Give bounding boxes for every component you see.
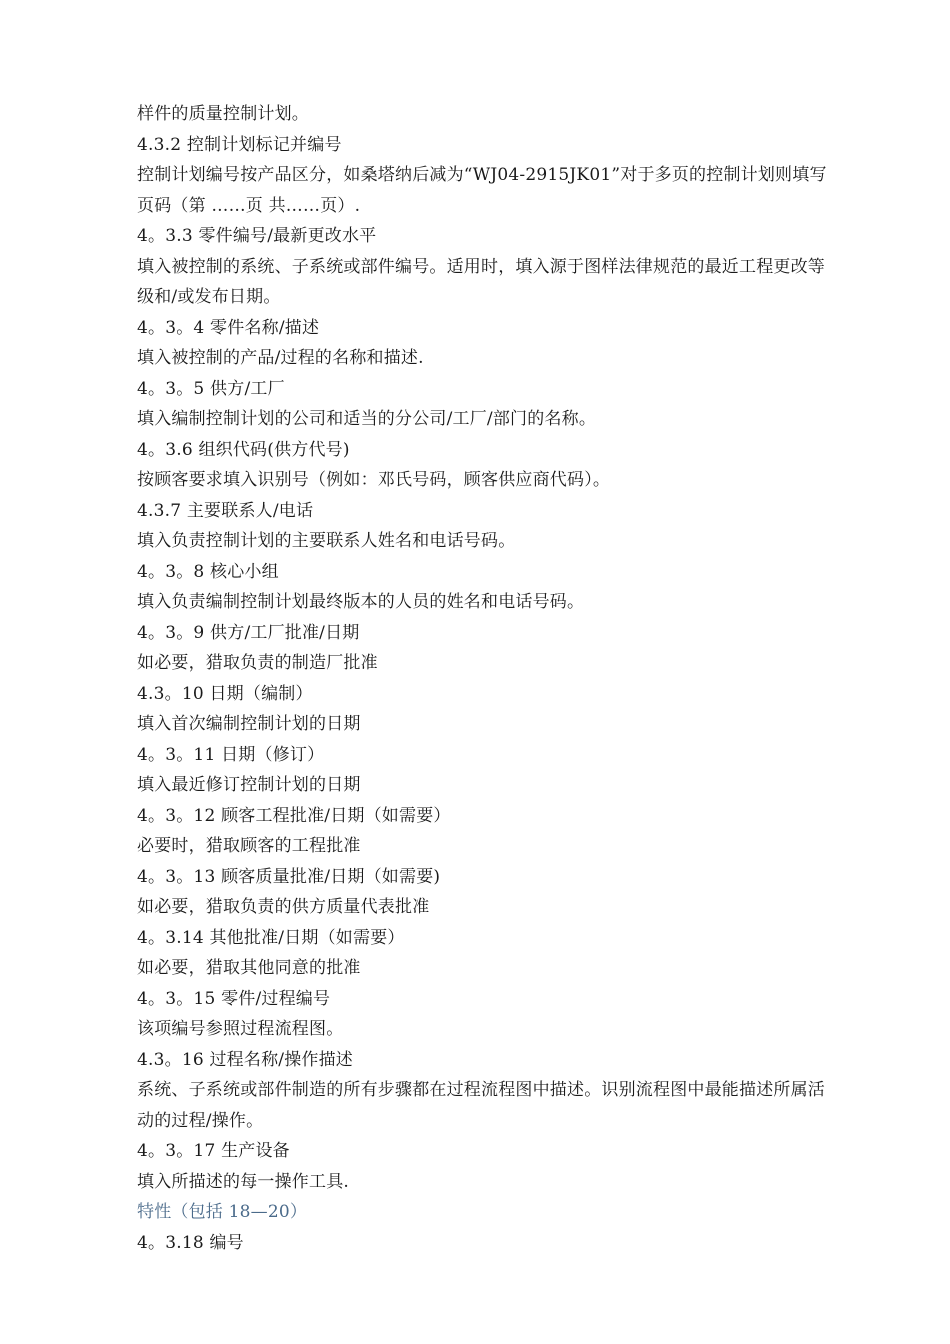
section-heading: 4。3。17 生产设备 — [137, 1141, 290, 1161]
body-text-line: 必要时，猎取顾客的工程批准 — [137, 836, 361, 856]
body-text-line: 填入负责编制控制计划最终版本的人员的姓名和电话号码。 — [137, 592, 585, 612]
body-text-line: 样件的质量控制计划。 — [137, 104, 309, 124]
section-heading: 4。3.6 组织代码(供方代号) — [137, 439, 350, 460]
section-heading: 4.3。16 过程名称/操作描述 — [137, 1049, 353, 1070]
body-text-line: 如必要，猎取负责的供方质量代表批准 — [137, 897, 430, 917]
section-heading: 4。3。5 供方/工厂 — [137, 378, 285, 399]
body-text-line: 填入首次编制控制计划的日期 — [137, 714, 361, 734]
section-heading: 4。3.3 零件编号/最新更改水平 — [137, 226, 377, 246]
section-heading: 4。3。11 日期（修订） — [137, 744, 325, 765]
section-heading: 4。3。15 零件/过程编号 — [137, 988, 331, 1009]
body-text-line: 该项编号参照过程流程图。 — [137, 1019, 344, 1039]
document-body — [137, 99, 827, 1258]
body-text-line: 填入所描述的每一操作工具. — [137, 1171, 350, 1192]
section-heading: 4。3。9 供方/工厂批准/日期 — [137, 622, 360, 643]
section-heading: 4。3。12 顾客工程批准/日期（如需要） — [137, 805, 451, 826]
section-heading: 4。3。4 零件名称/描述 — [137, 317, 320, 338]
body-text-line: 填入被控制的产品/过程的名称和描述. — [137, 348, 424, 368]
subsection-heading: 特性（包括 18—20） — [137, 1202, 308, 1222]
section-heading: 4。3.14 其他批准/日期（如需要） — [137, 927, 405, 948]
section-heading: 4.3.7 主要联系人/电话 — [137, 500, 314, 521]
body-text-line: 填入编制控制计划的公司和适当的分公司/工厂/部门的名称。 — [137, 409, 597, 429]
body-text-line: 填入负责控制计划的主要联系人姓名和电话号码。 — [137, 531, 516, 551]
section-heading: 4.3.2 控制计划标记并编号 — [137, 134, 342, 155]
body-text-line: 按顾客要求填入识别号（例如：邓氏号码，顾客供应商代码）。 — [137, 470, 611, 490]
body-text-paragraph: 控制计划编号按产品区分，如桑塔纳后减为“WJ04-2915JK01”对于多页的控制计划则填写页码（第 ……页 共……页）. — [137, 165, 827, 216]
section-heading: 4。3。8 核心小组 — [137, 561, 279, 582]
body-text-line: 如必要，猎取负责的制造厂批准 — [137, 653, 378, 673]
body-text-paragraph: 填入被控制的系统、子系统或部件编号。适用时，填入源于图样法律规范的最近工程更改等级和/或发布日期。 — [137, 256, 825, 307]
section-heading: 4。3。13 顾客质量批准/日期（如需要) — [137, 866, 441, 887]
body-text-paragraph: 系统、子系统或部件制造的所有步骤都在过程流程图中描述。识别流程图中最能描述所属活动的过程/操作。 — [137, 1080, 825, 1131]
body-text-line: 填入最近修订控制计划的日期 — [137, 775, 361, 795]
section-heading: 4.3。10 日期（编制） — [137, 683, 313, 704]
section-heading: 4。3.18 编号 — [137, 1232, 244, 1253]
body-text-line: 如必要，猎取其他同意的批准 — [137, 958, 361, 978]
